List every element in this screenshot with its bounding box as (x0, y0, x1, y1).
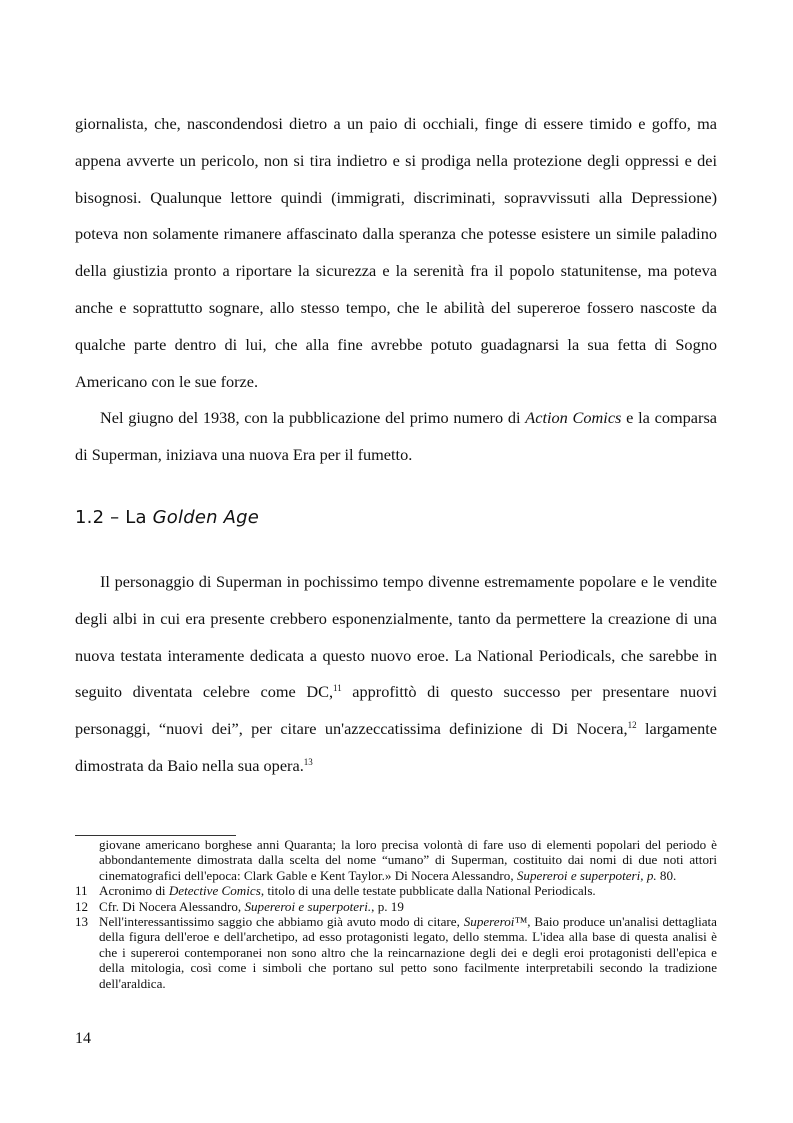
footnote-ref-13[interactable]: 13 (303, 756, 313, 767)
italic-action-comics: Action Comics (525, 408, 622, 428)
paragraph-continuation: giornalista, che, nascondendosi dietro a un paio di occhiali, finge di essere timido e goffo, ma appena avverte un pericolo, non si tira indietro e si prodiga nella protezione degli oppressi e dei bisognosi. Qualunque lettore quindi (immigrati, discriminati, sopravvissuti alla Depressione) poteva non solamente rimanere affascinato dalla speranza che potesse esistere un simile paladino della giustizia pronto a riportare la sicurezza e la serenità fra il popolo statunitense, ma poteva anche e soprattutto sognare, allo stesso tempo, che le abilità del supereroe fossero nascoste da qualche parte dentro di lui, che alla fine avrebbe potuto guadagnarsi la sua fetta di Sogno Americano con le sue forze. (75, 114, 717, 391)
footnote-ref-11[interactable]: 11 (333, 683, 342, 694)
footnote-continued: giovane americano borghese anni Quaranta; la loro precisa volontà di fare uso di elementi popolari del periodo è abbondantemente dimostrata dalla scelta del nome “umano” di Superman, costituito dai nomi di due noti attori cinematografici dell'epoca: Clark Gable e Kent Taylor.» Di Nocera Alessandro, Supereroi e superpoteri, p. 80. (99, 837, 717, 883)
section-body (75, 564, 717, 785)
body-text (75, 106, 717, 474)
footnote-number: 11 (75, 883, 88, 899)
footnote-number: 13 (75, 914, 89, 930)
footnote-separator (75, 835, 236, 836)
section-heading: 1.2 – La Golden Age (75, 507, 260, 528)
page-number: 14 (75, 1030, 91, 1047)
heading-italic: Golden Age (152, 507, 260, 528)
footnote-ref-12[interactable]: 12 (627, 720, 637, 731)
footnote-12: 12 Cfr. Di Nocera Alessandro, Supereroi e superpoteri., p. 19 (75, 898, 404, 914)
footnote-13: 13 Nell'interessantissimo saggio che abbiamo già avuto modo di citare, Supereroi™, Baio produce un'analisi dettagliata della figura dell'eroe e dell'archetipo, ad esso protagonisti legato, dello stemma. L'idea alla base di questa analisi è che i supereroi contemporanei non sono altro che la reincarnazione degli dei e degli eroi protagonisti dell'epica e della mitologia, così come i simboli che portano sul petto sono facilmente interpretabili secondo la tradizione dell'araldica. (75, 914, 717, 991)
footnote-number: 12 (75, 898, 89, 914)
footnotes (75, 837, 717, 991)
footnote-11: 11 Acronimo di Detective Comics, titolo di una delle testate pubblicate dalla National Periodicals. (75, 883, 596, 899)
paragraph-action-comics: Nel giugno del 1938, con la pubblicazione del primo numero di Action Comics e la comparsa di Superman, iniziava una nuova Era per il fumetto. (75, 408, 718, 465)
paragraph-golden-age: Il personaggio di Superman in pochissimo tempo divenne estremamente popolare e le vendite degli albi in cui era presente crebbero esponenzialmente, tanto da permettere la creazione di una nuova testata interamente dedicata a questo nuovo eroe. La National Periodicals, che sarebbe in seguito diventata celebre come DC,$^{11}$ approfittò di questo successo per presentare nuovi personaggi, “nuovi dei”, per citare un'azzeccatissima definizione di Di Nocera,$^{12}$ largamente dimostrata da Baio nella sua opera.$^{13}$ (75, 572, 717, 775)
